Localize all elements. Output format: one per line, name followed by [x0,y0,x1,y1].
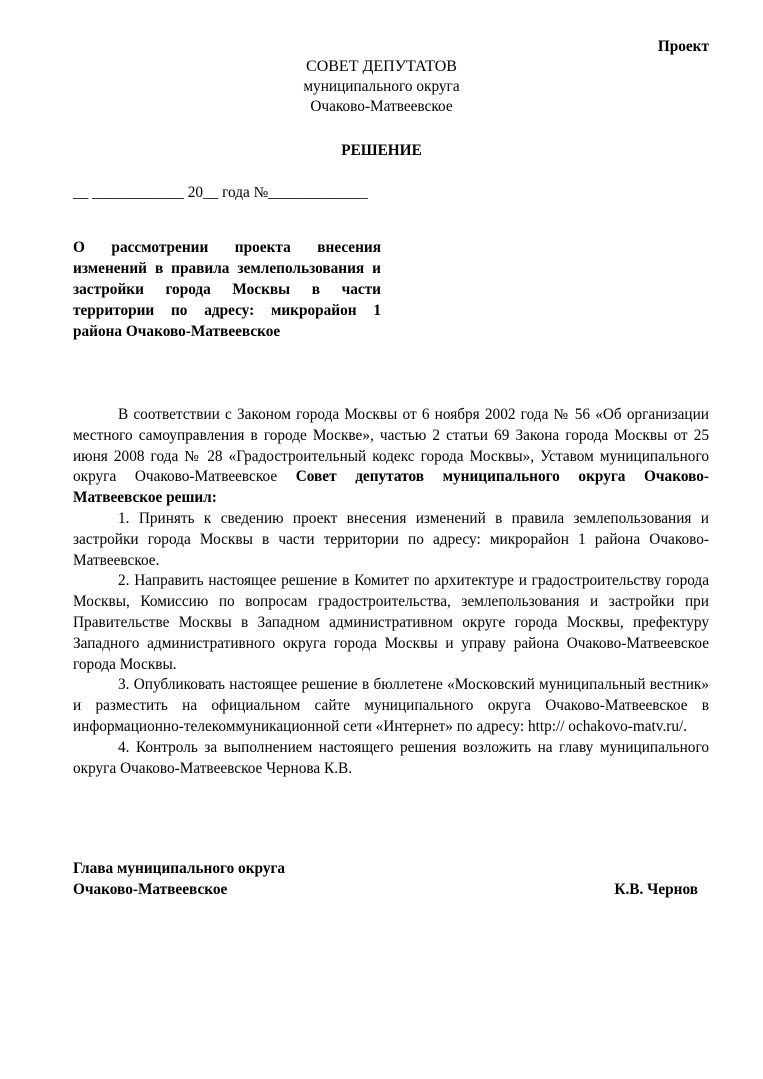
list-item: 2. Направить настоящее решение в Комитет по архитектуре и градостроительству города Москвы, Комиссию по вопросам градостроительства, землепользования и застройки при Правительстве Москвы в Западном административном округе города Москвы, префектуру Западного административного округа города Москвы и управу района Очаково-Матвеевское города Москвы. [73,572,709,673]
district-type: муниципального округа [303,78,460,95]
document-header [0,57,763,117]
signature-block [73,858,698,900]
decision-subject: О рассмотрении проекта внесения изменений в правила землепользования и застройки города Москвы в части территории по адресу: микрорайон 1 района Очаково-Матвеевское [73,239,381,340]
document-body [73,405,709,779]
list-item: 3. Опубликовать настоящее решение в бюллетене «Московский муниципальный вестник» и разместить на официальном сайте муниципального округа Очаково-Матвеевское в информационно-телекоммуникационной сети «Интернет» по адресу: http:// ochakovo-matv.ru/. [73,676,709,735]
signatory-position-line1: Глава муниципального округа [73,860,286,877]
date-number-line: __ ____________ 20__ года №_____________ [73,184,368,201]
signature-row [73,879,698,900]
signatory-position-line2: Очаково-Матвеевское [73,881,228,898]
list-item: 4. Контроль за выполнением настоящего решения возложить на главу муниципального округа Очаково-Матвеевское Чернова К.В. [73,738,709,777]
document-type-title: РЕШЕНИЕ [341,142,422,159]
preamble-paragraph [73,405,709,509]
council-name: СОВЕТ ДЕПУТАТОВ [306,58,457,75]
preamble-text: В соответствии с Законом города Москвы от 6 ноября 2002 года № 56 «Об организации местного самоуправления в городе Москве», частью 2 статьи 69 Закона города Москвы от 25 июня 2008 года № 28 «Градостроительный кодекс города Москвы», Уставом муниципального округа Очаково-Матвеевское [73,406,709,486]
preamble-resolution: Совет депутатов муниципального округа Очаково-Матвеевское решил: [73,468,709,507]
list-item: 1. Принять к сведению проект внесения изменений в правила землепользования и застройки города Москвы в части территории по адресу: микрорайон 1 района Очаково-Матвеевское. [73,509,709,569]
project-stamp: Проект [657,38,709,55]
signatory-name: К.В. Чернов [614,881,698,898]
district-name: Очаково-Матвеевское [310,98,453,115]
